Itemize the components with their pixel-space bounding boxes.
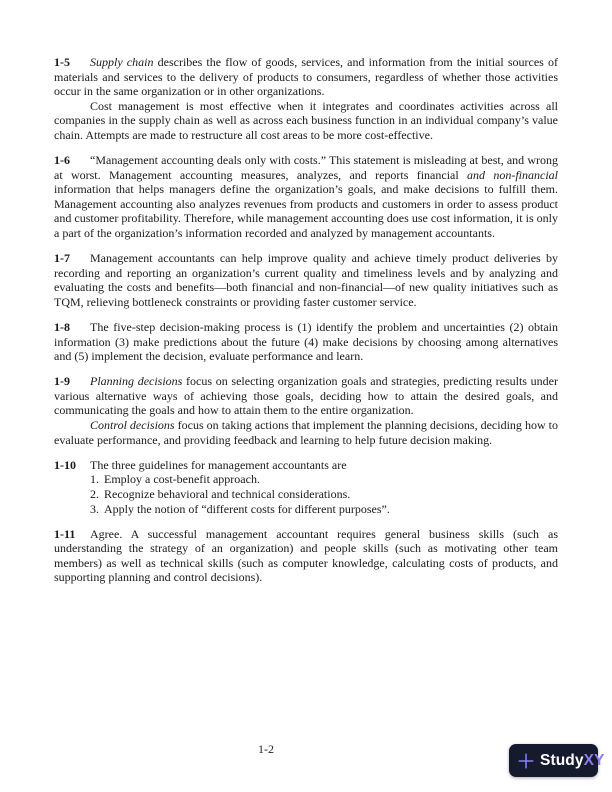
qa-paragraph <box>54 99 558 143</box>
text-run: focus on taking actions that implement the planning decisions, deciding how to evaluate performance, and providing feedback and learning to help future decision making. <box>54 418 558 447</box>
list-item-number: 3. <box>90 501 99 516</box>
text-run: The five-step decision-making process is (1) identify the problem and uncertainties (2) obtain information (3) make predictions about the future (4) make decisions by choosing among alternatives and (5) implement the decision, evaluate performance and learn. <box>54 320 558 364</box>
qa-section <box>54 374 558 447</box>
qa-paragraph <box>54 251 558 309</box>
list-item-text: Recognize behavioral and technical considerations. <box>104 486 351 501</box>
text-run: Cost management is most effective when it integrates and coordinates activities across all companies in the supply chain as well as across each business function in an individual company’s value chain. Attempts are made to restructure all cost areas to be more cost-effective. <box>54 98 558 142</box>
question-number: 1-8 <box>54 320 70 334</box>
text-run: Agree. A successful management accountant requires general business skills (such as understanding the strategy of an organization) and people skills (such as motivating other team members) as well as technical skills (such as computer knowledge, calculating costs of products, and supporting planning and control decisions). <box>54 526 558 585</box>
question-number: 1-7 <box>54 251 70 266</box>
text-run: Control decisions <box>90 418 175 433</box>
text-run: information that helps managers define the organization’s goals, and make decisions to fulfill them. Management accounting also analyzes revenues from products and customers in order to assess product and customer profitability. Therefore, while management accounting does use cost information, it is only a part of the organization’s information recorded and analyzed by management accountants. <box>54 182 558 241</box>
qa-paragraph <box>54 320 558 364</box>
list-item-text: Employ a cost-benefit approach. <box>104 472 260 487</box>
text-run: The three guidelines for management accountants are <box>90 457 347 472</box>
question-number: 1-5 <box>54 55 70 69</box>
question-number: 1-10 <box>54 457 76 472</box>
list-item-number: 1. <box>90 472 99 487</box>
qa-section <box>54 55 558 143</box>
question-number: 1-6 <box>54 153 70 168</box>
text-run: and non-financial <box>467 167 558 182</box>
list-item <box>90 487 558 502</box>
text-run: Planning decisions <box>90 374 183 389</box>
list-item-number: 2. <box>90 486 99 501</box>
qa-paragraph <box>54 458 558 473</box>
brand-name-secondary: XY <box>583 751 605 769</box>
text-run: describes the flow of goods, services, and information from the initial sources of materials and services to the delivery of products to consumers, regardless of whether those activities occur in the same organization or in other organizations. <box>54 55 558 99</box>
qa-paragraph <box>54 153 558 241</box>
qa-section <box>54 153 558 241</box>
answers-list <box>54 55 558 596</box>
text-run: “Management accounting deals only with costs.” This statement is misleading at best, and wrong at worst. Management accounting measures, analyzes, and reports financial <box>54 153 558 182</box>
qa-paragraph <box>54 527 558 585</box>
qa-paragraph <box>54 374 558 418</box>
list-item <box>90 502 558 517</box>
qa-paragraph <box>54 55 558 99</box>
text-run: Management accountants can help improve quality and achieve timely product deliveries by recording and reporting an organization’s current quality and timeliness levels and by analyzing and evaluating the costs and benefits—both financial and non-financial—of new quality initiatives such as TQM, relieving bottleneck constraints or providing faster customer service. <box>54 251 558 309</box>
question-number: 1-9 <box>54 374 70 389</box>
qa-section <box>54 527 558 585</box>
list-item-text: Apply the notion of “different costs for different purposes”. <box>104 501 390 516</box>
plus-icon <box>517 752 535 770</box>
brand-badge <box>509 744 605 777</box>
qa-paragraph <box>54 418 558 447</box>
brand-name <box>540 752 604 770</box>
qa-section <box>54 320 558 364</box>
qa-section <box>54 458 558 516</box>
question-number: 1-11 <box>54 526 76 541</box>
footer-page-number: 1-2 <box>258 742 274 756</box>
text-run: Supply chain <box>90 55 154 69</box>
brand-name-primary: Study <box>540 751 584 769</box>
qa-section <box>54 251 558 309</box>
text-run: focus on selecting organization goals and strategies, predicting results under various alternative ways of achieving those goals, deciding how to attain the desired goals, and communicating the goals and how to attain them to the entire organization. <box>54 374 558 418</box>
list-item <box>90 472 558 487</box>
